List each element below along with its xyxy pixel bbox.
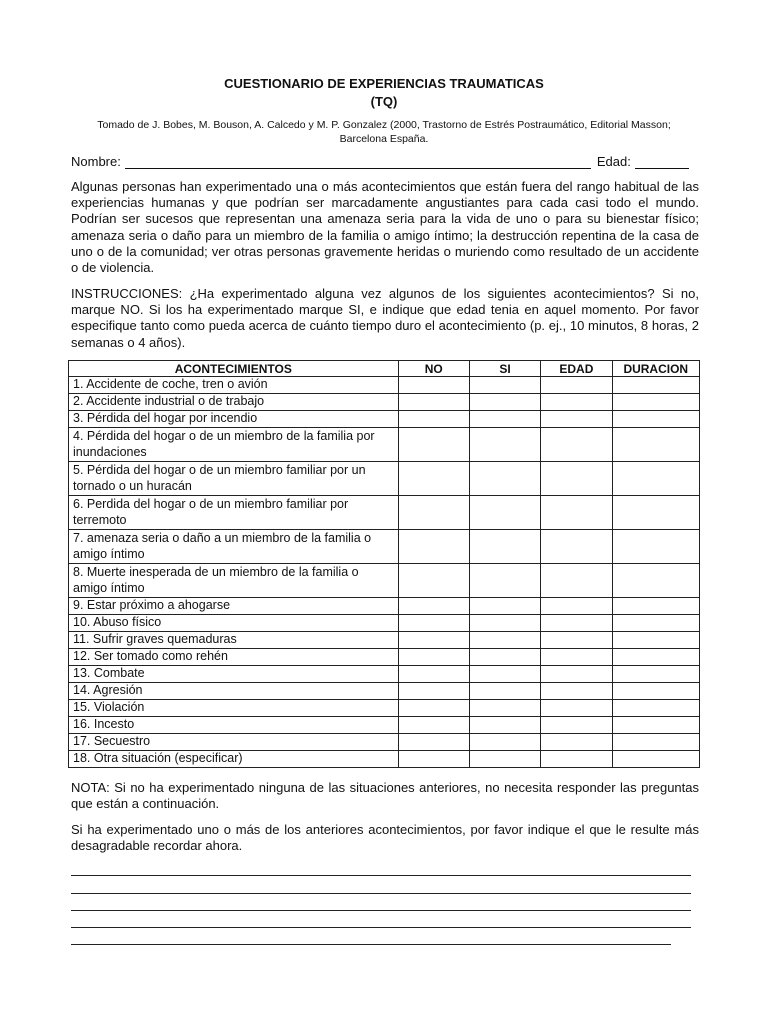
answer-no-cell[interactable] [398, 428, 469, 462]
answer-si-cell[interactable] [469, 615, 540, 632]
event-label: 8. Muerte inesperada de un miembro de la familia o amigo íntimo [69, 564, 399, 598]
answer-age-cell[interactable] [541, 564, 612, 598]
answer-duration-cell[interactable] [612, 683, 699, 700]
table-row [69, 649, 700, 666]
table-row [69, 734, 700, 751]
answer-age-cell[interactable] [541, 496, 612, 530]
answer-no-cell[interactable] [398, 700, 469, 717]
answer-no-cell[interactable] [398, 496, 469, 530]
event-label: 10. Abuso físico [69, 615, 399, 632]
event-label: 4. Pérdida del hogar o de un miembro de la familia por inundaciones [69, 428, 399, 462]
answer-age-cell[interactable] [541, 717, 612, 734]
event-label: 3. Pérdida del hogar por incendio [69, 411, 399, 428]
column-header-events: ACONTECIMIENTOS [69, 361, 399, 377]
answer-duration-cell[interactable] [612, 666, 699, 683]
answer-si-cell[interactable] [469, 700, 540, 717]
table-row [69, 615, 700, 632]
answer-si-cell[interactable] [469, 394, 540, 411]
answer-no-cell[interactable] [398, 394, 469, 411]
answer-si-cell[interactable] [469, 564, 540, 598]
answer-si-cell[interactable] [469, 496, 540, 530]
answer-age-cell[interactable] [541, 666, 612, 683]
answer-age-cell[interactable] [541, 632, 612, 649]
column-header-si: SI [469, 361, 540, 377]
answer-duration-cell[interactable] [612, 632, 699, 649]
answer-line[interactable] [71, 927, 691, 928]
answer-no-cell[interactable] [398, 717, 469, 734]
event-label: 5. Pérdida del hogar o de un miembro familiar por un tornado o un huracán [69, 462, 399, 496]
answer-duration-cell[interactable] [612, 700, 699, 717]
events-table [68, 360, 700, 768]
page-title: CUESTIONARIO DE EXPERIENCIAS TRAUMATICAS [224, 76, 544, 91]
answer-duration-cell[interactable] [612, 734, 699, 751]
answer-duration-cell[interactable] [612, 564, 699, 598]
answer-duration-cell[interactable] [612, 717, 699, 734]
table-row [69, 564, 700, 598]
page-subtitle: (TQ) [370, 94, 398, 109]
answer-no-cell[interactable] [398, 598, 469, 615]
table-row [69, 700, 700, 717]
event-label: 12. Ser tomado como rehén [69, 649, 399, 666]
table-header-row [69, 361, 700, 377]
event-label: 6. Perdida del hogar o de un miembro familiar por terremoto [69, 496, 399, 530]
answer-duration-cell[interactable] [612, 462, 699, 496]
answer-no-cell[interactable] [398, 751, 469, 768]
answer-no-cell[interactable] [398, 666, 469, 683]
answer-line[interactable] [71, 893, 691, 894]
answer-age-cell[interactable] [541, 394, 612, 411]
answer-si-cell[interactable] [469, 666, 540, 683]
table-row [69, 496, 700, 530]
event-label: 1. Accidente de coche, tren o avión [69, 377, 399, 394]
answer-si-cell[interactable] [469, 377, 540, 394]
answer-duration-cell[interactable] [612, 649, 699, 666]
answer-si-cell[interactable] [469, 683, 540, 700]
answer-si-cell[interactable] [469, 598, 540, 615]
table-row [69, 717, 700, 734]
age-label: Edad: [596, 154, 631, 169]
answer-duration-cell[interactable] [612, 394, 699, 411]
event-label: 7. amenaza seria o daño a un miembro de la familia o amigo íntimo [69, 530, 399, 564]
identity-row [71, 151, 699, 169]
answer-duration-cell[interactable] [612, 751, 699, 768]
event-label: 17. Secuestro [69, 734, 399, 751]
intro-paragraph: Algunas personas han experimentado una o más acontecimientos que están fuera del rango habitual de las experiencias humanas y que podrían ser marcadamente angustiantes para cada casi todo el mundo. Podrían ser sucesos que representan una amenaza seria para la vida de uno o para su bienestar físico; amenaza seria o daño para un miembro de la familia o amigo íntimo; la destrucción repentina de la casa de uno o de la comunidad; ver otras personas gravemente heridas o muriendo como resultado de un accidente o de violencia. [71, 179, 699, 276]
answer-age-cell[interactable] [541, 683, 612, 700]
answer-si-cell[interactable] [469, 530, 540, 564]
answer-duration-cell[interactable] [612, 377, 699, 394]
answer-age-cell[interactable] [541, 615, 612, 632]
answer-age-cell[interactable] [541, 751, 612, 768]
answer-line[interactable] [71, 944, 671, 945]
answer-age-cell[interactable] [541, 377, 612, 394]
age-field[interactable] [635, 154, 689, 169]
answer-no-cell[interactable] [398, 564, 469, 598]
table-row [69, 394, 700, 411]
answer-no-cell[interactable] [398, 615, 469, 632]
event-label: 18. Otra situación (especificar) [69, 751, 399, 768]
answer-no-cell[interactable] [398, 462, 469, 496]
event-label: 14. Agresión [69, 683, 399, 700]
answer-age-cell[interactable] [541, 530, 612, 564]
followup-paragraph: Si ha experimentado uno o más de los anteriores acontecimientos, por favor indique el que le resulte más desagradable recordar ahora. [71, 822, 699, 854]
name-label: Nombre: [71, 154, 121, 169]
answer-age-cell[interactable] [541, 598, 612, 615]
answer-si-cell[interactable] [469, 462, 540, 496]
column-header-age: EDAD [541, 361, 612, 377]
table-row [69, 377, 700, 394]
answer-no-cell[interactable] [398, 530, 469, 564]
event-label: 9. Estar próximo a ahogarse [69, 598, 399, 615]
event-label: 16. Incesto [69, 717, 399, 734]
answer-age-cell[interactable] [541, 700, 612, 717]
answer-age-cell[interactable] [541, 411, 612, 428]
answer-duration-cell[interactable] [612, 615, 699, 632]
answer-duration-cell[interactable] [612, 530, 699, 564]
table-row [69, 598, 700, 615]
table-row [69, 411, 700, 428]
column-header-duration: DURACION [612, 361, 699, 377]
event-label: 11. Sufrir graves quemaduras [69, 632, 399, 649]
answer-no-cell[interactable] [398, 411, 469, 428]
column-header-no: NO [398, 361, 469, 377]
answer-si-cell[interactable] [469, 428, 540, 462]
answer-no-cell[interactable] [398, 734, 469, 751]
answer-age-cell[interactable] [541, 734, 612, 751]
event-label: 13. Combate [69, 666, 399, 683]
table-row [69, 632, 700, 649]
table-row [69, 428, 700, 462]
answer-no-cell[interactable] [398, 649, 469, 666]
table-row [69, 751, 700, 768]
answer-duration-cell[interactable] [612, 598, 699, 615]
source-citation: Tomado de J. Bobes, M. Bouson, A. Calcedo y M. P. Gonzalez (2000, Trastorno de Estrés Postraumático, Editorial Masson; Barcelona España. [97, 119, 671, 145]
note-paragraph: NOTA: Si no ha experimentado ninguna de las situaciones anteriores, no necesita responder las preguntas que están a continuación. [71, 780, 699, 812]
table-row [69, 530, 700, 564]
answer-si-cell[interactable] [469, 751, 540, 768]
event-label: 2. Accidente industrial o de trabajo [69, 394, 399, 411]
answer-no-cell[interactable] [398, 683, 469, 700]
answer-duration-cell[interactable] [612, 496, 699, 530]
table-row [69, 683, 700, 700]
answer-no-cell[interactable] [398, 632, 469, 649]
answer-line[interactable] [71, 875, 691, 876]
answer-duration-cell[interactable] [612, 411, 699, 428]
answer-line[interactable] [71, 910, 691, 911]
answer-si-cell[interactable] [469, 649, 540, 666]
name-field[interactable] [125, 154, 591, 169]
table-row [69, 666, 700, 683]
answer-si-cell[interactable] [469, 717, 540, 734]
answer-si-cell[interactable] [469, 411, 540, 428]
answer-duration-cell[interactable] [612, 428, 699, 462]
answer-si-cell[interactable] [469, 632, 540, 649]
table-row [69, 462, 700, 496]
answer-si-cell[interactable] [469, 734, 540, 751]
event-label: 15. Violación [69, 700, 399, 717]
answer-age-cell[interactable] [541, 649, 612, 666]
answer-age-cell[interactable] [541, 462, 612, 496]
answer-age-cell[interactable] [541, 428, 612, 462]
answer-no-cell[interactable] [398, 377, 469, 394]
instructions-paragraph: INSTRUCCIONES: ¿Ha experimentado alguna vez algunos de los siguientes acontecimientos? Si no, marque NO. Si los ha experimentado marque SI, e indique que edad tenia en aquel momento. Por favor especifique tanto como pueda acerca de cuánto tiempo duro el acontecimiento (p. ej., 10 minutos, 8 horas, 2 semanas o 4 años). [71, 286, 699, 350]
